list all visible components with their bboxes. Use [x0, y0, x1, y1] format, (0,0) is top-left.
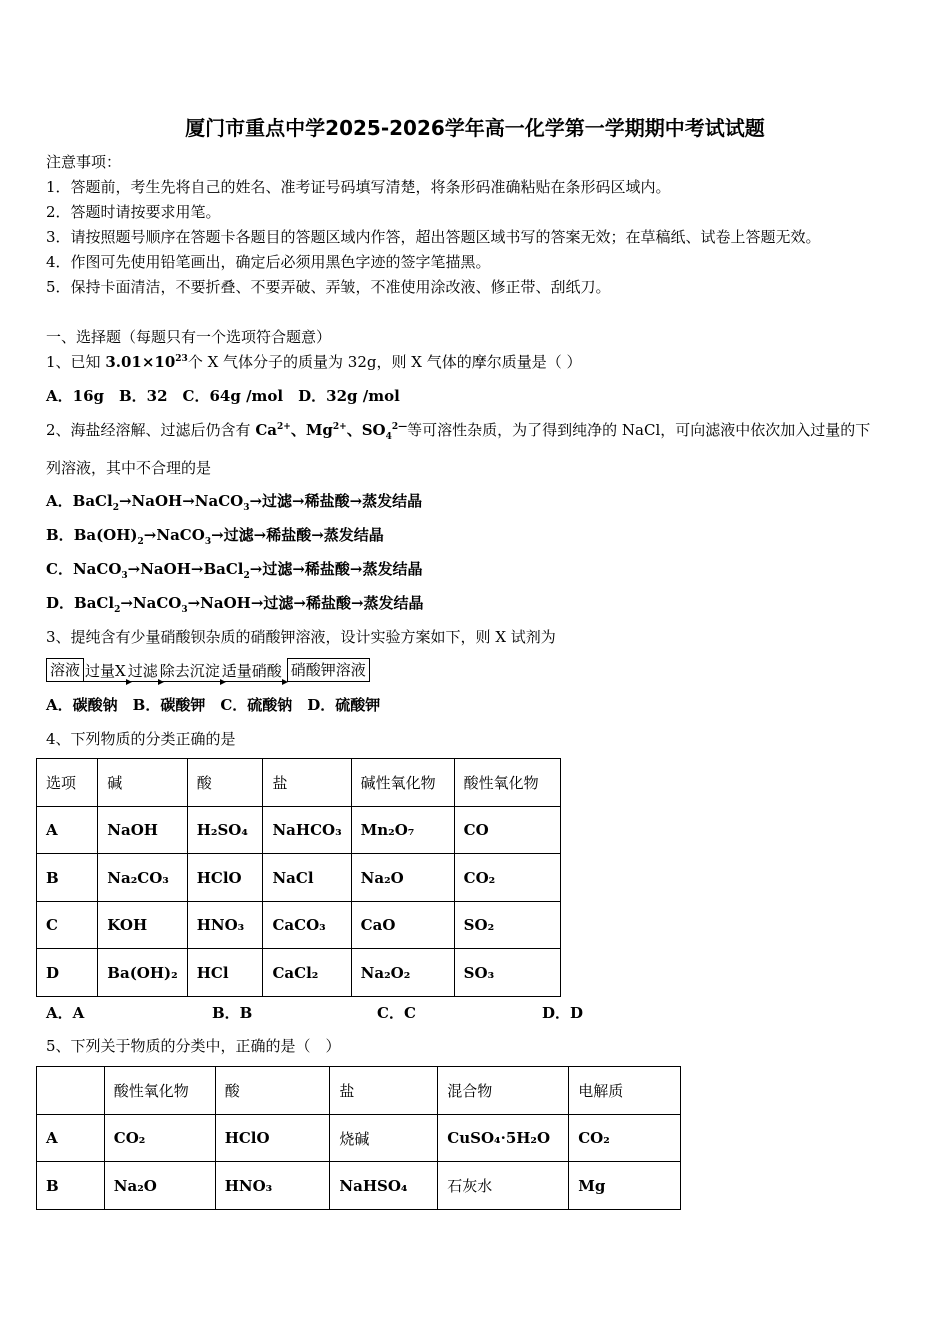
flow-start-box: 溶液 [46, 658, 84, 682]
option-d: D．D [542, 1004, 584, 1022]
question-1-options: A．16g B．32 C．64g /mol D．32g /mol [46, 387, 400, 405]
notice-item: 2．答题时请按要求用笔。 [46, 203, 221, 221]
question-3-options: A．碳酸钠 B．碳酸钾 C．硫酸钠 D．硫酸钾 [46, 696, 381, 714]
table-header-row: 选项 碱 酸 盐 碱性氧化物 酸性氧化物 [37, 759, 561, 807]
question-4-stem: 4、下列物质的分类正确的是 [46, 730, 236, 748]
option-c: C．C [377, 1004, 416, 1022]
page-title: 厦门市重点中学2025-2026学年高一化学第一学期期中考试试题 [185, 116, 765, 140]
table-row: B Na₂O HNO₃ NaHSO₄ 石灰水 Mg [37, 1162, 681, 1210]
question-5-stem: 5、下列关于物质的分类中，正确的是（ ） [46, 1037, 341, 1055]
question-2-stem-line2: 列溶液，其中不合理的是 [46, 459, 212, 477]
flow-arrow: 适量硝酸 [221, 662, 282, 680]
question-2-stem: 2、海盐经溶解、过滤后仍含有 $Ca^{2+}$、$Mg^{2+}$、$SO_4^{2—}$等可溶性杂质，为了得到纯净的 NaCl，可向滤液中依次加入过量的下 [46, 421, 871, 442]
question-2-option-b: B．$Ba(OH)_2\to NaCO_3\to$过滤→稀盐酸→蒸发结晶 [46, 526, 384, 547]
question-5-table [36, 1066, 681, 1210]
question-3-stem: 3、提纯含有少量硝酸钡杂质的硝酸钾溶液，设计实验方案如下，则 X 试剂为 [46, 628, 556, 646]
notice-heading: 注意事项： [46, 153, 122, 171]
table-row: C KOH HNO₃ CaCO₃ CaO SO₂ [37, 902, 561, 949]
table-row: B Na₂CO₃ HClO NaCl Na₂O CO₂ [37, 854, 561, 902]
table-row: A NaOH H₂SO₄ NaHCO₃ Mn₂O₇ CO [37, 807, 561, 854]
notice-item: 3．请按照题号顺序在答题卡各题目的答题区域内作答，超出答题区域书写的答案无效；在草稿纸、试卷上答题无效。 [46, 228, 821, 246]
flow-arrow: 过滤 [127, 662, 158, 680]
notice-item: 5．保持卡面清洁，不要折叠、不要弄破、弄皱，不准使用涂改液、修正带、刮纸刀。 [46, 278, 611, 296]
table-row: A CO₂ HClO 烧碱 CuSO₄·5H₂O CO₂ [37, 1115, 681, 1162]
option-a: A．A [46, 1004, 85, 1022]
flow-arrow: 除去沉淀 [159, 662, 220, 680]
flow-arrow: 过量X [85, 662, 126, 680]
notice-item: 1．答题前，考生先将自己的姓名、准考证号码填写清楚，将条形码准确粘贴在条形码区域内。 [46, 178, 671, 196]
question-2-option-d: D．BaCl$_2$→NaCO$_3$→NaOH→过滤→稀盐酸→蒸发结晶 [46, 594, 424, 615]
question-2-option-a: A．BaCl$_2$→NaOH→NaCO$_3$→过滤→稀盐酸→蒸发结晶 [46, 492, 423, 513]
notice-item: 4．作图可先使用铅笔画出，确定后必须用黑色字迹的签字笔描黑。 [46, 253, 491, 271]
flow-end-box: 硝酸钾溶液 [287, 658, 370, 682]
question-2-option-c: C．NaCO$_3$→NaOH→BaCl$_2$→过滤→稀盐酸→蒸发结晶 [46, 560, 423, 581]
flow-diagram [46, 656, 370, 682]
table-header-row: 酸性氧化物 酸 盐 混合物 电解质 [37, 1067, 681, 1115]
table-row: D Ba(OH)₂ HCl CaCl₂ Na₂O₂ SO₃ [37, 949, 561, 997]
question-1-stem: 1、已知 $3.01\times 10^{23}$个 X 气体分子的质量为 32g，则 X 气体的摩尔质量是（ ） [46, 353, 582, 371]
option-b: B．B [212, 1004, 253, 1022]
question-4-table [36, 758, 561, 997]
section-heading: 一、选择题（每题只有一个选项符合题意） [46, 328, 332, 346]
